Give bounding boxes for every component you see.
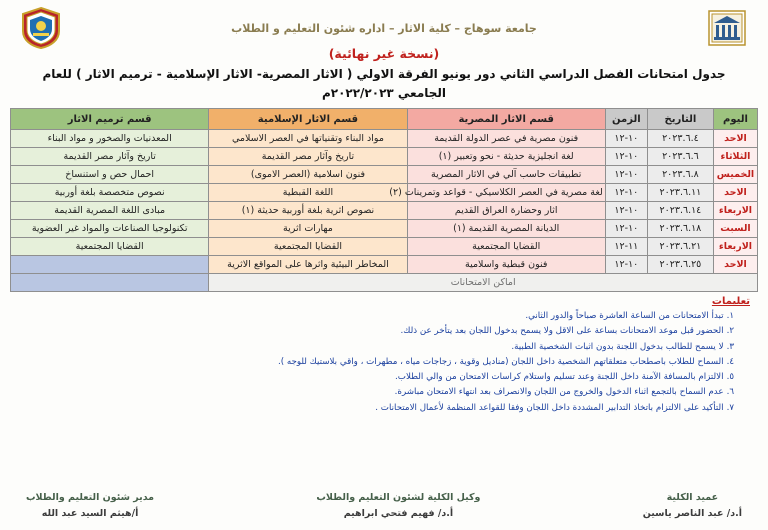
cell-date: ٢٠٢٣.٦.٤ bbox=[647, 130, 713, 148]
cell-day: الاربعاء bbox=[713, 202, 757, 220]
instruction-text: تبدأ الامتحانات من الساعة العاشرة صباحاً والدور الثاني. bbox=[525, 311, 724, 322]
signature-title: وكيل الكلية لشئون التعليم والطلاب bbox=[316, 491, 481, 503]
draft-notice: (نسخة غير نهائية) bbox=[328, 46, 440, 61]
cell-restoration: احمال حص و استنساخ bbox=[11, 166, 209, 184]
instruction-item: ٧.التأكيد على الالتزام باتخاذ التدابير المشددة داخل اللجان وفقا للقواعد المنظمة لأعمال الامتحانات . bbox=[375, 402, 734, 413]
column-header-islamic: قسم الاثار الإسلامية bbox=[209, 109, 407, 130]
cell-date: ٢٠٢٣.٦.١١ bbox=[647, 184, 713, 202]
column-header-day: اليوم bbox=[713, 109, 757, 130]
cell-egyptian: لغة مصرية في العصر الكلاسيكي - قواعد وتمرينات (٢) bbox=[407, 184, 605, 202]
table-row bbox=[11, 238, 758, 256]
cell-islamic: تاريخ وآثار مصر القديمة bbox=[209, 148, 407, 166]
cell-day: الاربعاء bbox=[713, 238, 757, 256]
column-header-restoration: قسم ترميم الاثار bbox=[11, 109, 209, 130]
instruction-text: لا يسمح للطالب بدخول اللجنة بدون اثبات الشخصية الطبية. bbox=[511, 341, 724, 352]
cell-islamic: فنون اسلامية (العصر الاموى) bbox=[209, 166, 407, 184]
column-header-time: الزمن bbox=[605, 109, 647, 130]
cell-islamic: المخاطر البيئية واثرها على المواقع الاثرية bbox=[209, 256, 407, 274]
table-row bbox=[11, 220, 758, 238]
cell-egyptian: تطبيقات حاسب آلي في الاثار المصرية bbox=[407, 166, 605, 184]
signature-block-dean bbox=[643, 490, 742, 522]
cell-egyptian: الديانة المصرية القديمة (١) bbox=[407, 220, 605, 238]
cell-restoration: تكنولوجيا الصناعات والمواد غير العضوية bbox=[11, 220, 209, 238]
signature-block-vice-dean bbox=[316, 490, 480, 522]
cell-restoration: نصوص متخصصة بلغة أوربية bbox=[11, 184, 209, 202]
cell-islamic: مهارات اثرية bbox=[209, 220, 407, 238]
instruction-item: ١.تبدأ الامتحانات من الساعة العاشرة صباحاً والدور الثاني. bbox=[525, 311, 734, 322]
signatures-section bbox=[0, 490, 768, 522]
table-row bbox=[11, 130, 758, 148]
column-header-egyptian: قسم الاثار المصرية bbox=[407, 109, 605, 130]
cell-day: الاحد bbox=[713, 130, 757, 148]
cell-egyptian: فنون مصرية في عصر الدولة القديمة bbox=[407, 130, 605, 148]
instruction-item: ٦.عدم السماح بالتجمع اثناء الدخول والخروج من اللجان والانصراف بعد انتهاء الامتحان مباشرة. bbox=[394, 387, 734, 398]
instruction-item: ٣.لا يسمح للطالب بدخول اللجنة بدون اثبات الشخصية الطبية. bbox=[511, 341, 734, 352]
table-row bbox=[11, 202, 758, 220]
table-row bbox=[11, 148, 758, 166]
cell-egyptian: لغة انجليزية حديثة - نحو وتعبير (١) bbox=[407, 148, 605, 166]
cell-egyptian: اثار وحضارة العراق القديم bbox=[407, 202, 605, 220]
cell-date: ٢٠٢٣.٦.٦ bbox=[647, 148, 713, 166]
table-row bbox=[11, 166, 758, 184]
table-row bbox=[11, 256, 758, 274]
instructions-section bbox=[18, 296, 750, 416]
cell-islamic: نصوص اثرية بلغة أوربية حديثة (١) bbox=[209, 202, 407, 220]
cell-islamic: اللغة القبطية bbox=[209, 184, 407, 202]
instruction-item: ٤.السماح للطلاب باصطحاب متعلقاتهم الشخصية داخل اللجان (مناديل وقوية ، زجاجات مياه ، مطهرات ، واقي بلاستيك للوجه ). bbox=[277, 356, 734, 367]
cell-day: السبت bbox=[713, 220, 757, 238]
instruction-text: الحضور قبل موعد الامتحانات بساعة على الاقل ولا يسمح بدخول اللجان بعد يتأخر عن ذلك. bbox=[400, 326, 724, 337]
signature-block-director bbox=[26, 490, 154, 522]
cell-date: ٢٠٢٣.٦.٨ bbox=[647, 166, 713, 184]
cell-islamic: القضايا المجتمعية bbox=[209, 238, 407, 256]
faculty-crest-icon bbox=[14, 7, 68, 49]
column-header-date: التاريخ bbox=[647, 109, 713, 130]
instruction-text: عدم السماح بالتجمع اثناء الدخول والخروج من اللجان والانصراف بعد انتهاء الامتحان مباشرة. bbox=[394, 387, 724, 398]
cell-time: ١٠-١٢ bbox=[605, 202, 647, 220]
cell-egyptian: القضايا المجتمعية bbox=[407, 238, 605, 256]
cell-date: ٢٠٢٣.٦.٢١ bbox=[647, 238, 713, 256]
instruction-item: ٢.الحضور قبل موعد الامتحانات بساعة على الاقل ولا يسمح بدخول اللجان بعد يتأخر عن ذلك. bbox=[400, 326, 734, 337]
instruction-text: التأكيد على الالتزام باتخاذ التدابير المشددة داخل اللجان وفقا للقواعد المنظمة لأعمال الامتحانات . bbox=[375, 402, 724, 413]
cell-day: الخميس bbox=[713, 166, 757, 184]
signature-name: أ/هيثم السيد عبد الله bbox=[41, 507, 139, 519]
document-subtitle bbox=[10, 65, 758, 102]
cell-day: الاحد bbox=[713, 184, 757, 202]
cell-islamic: مواد البناء وتقنياتها في العصر الاسلامي bbox=[209, 130, 407, 148]
university-crest-icon bbox=[700, 7, 754, 49]
exam-places-empty bbox=[11, 274, 209, 292]
cell-time: ١١-١٢ bbox=[605, 238, 647, 256]
cell-restoration: المعدنيات والصخور و مواد البناء bbox=[11, 130, 209, 148]
cell-restoration-empty bbox=[11, 256, 209, 274]
exam-schedule-table bbox=[10, 108, 758, 292]
cell-time: ١٠-١٢ bbox=[605, 184, 647, 202]
subtitle-line-2: الجامعي ٢٠٢٢/٢٠٢٣م bbox=[321, 85, 447, 100]
signature-title: مدير شئون التعليم والطلاب bbox=[26, 491, 155, 503]
table-row bbox=[11, 184, 758, 202]
cell-day: الثلاثاء bbox=[713, 148, 757, 166]
subtitle-line-1: جدول امتحانات الفصل الدراسي الثاني دور يونيو الفرقة الاولي ( الاثار المصرية- الاثار الإسلامية - ترميم الاثار ) للعام bbox=[42, 67, 726, 81]
cell-restoration: تاريخ وآثار مصر القديمة bbox=[11, 148, 209, 166]
cell-egyptian: فنون قبطية واسلامية bbox=[407, 256, 605, 274]
table-header-row bbox=[11, 109, 758, 130]
signature-name: أ.د/ عبد الناصر ياسين bbox=[642, 507, 742, 519]
instruction-text: الالتزام بالمسافة الآمنة داخل اللجنة وعند تسليم واستلام كراسات الامتحان من والي الطلاب. bbox=[395, 372, 724, 383]
cell-time: ١٠-١٢ bbox=[605, 166, 647, 184]
cell-time: ١٠-١٢ bbox=[605, 148, 647, 166]
instructions-title: تعليمات bbox=[711, 296, 750, 308]
cell-time: ١٠-١٢ bbox=[605, 130, 647, 148]
instruction-item: ٥.الالتزام بالمسافة الآمنة داخل اللجنة وعند تسليم واستلام كراسات الامتحان من والي الطلاب. bbox=[395, 372, 734, 383]
instruction-text: السماح للطلاب باصطحاب متعلقاتهم الشخصية داخل اللجان (مناديل وقوية ، زجاجات مياه ، مطهرات ، واقي بلاستيك للوجه ). bbox=[277, 356, 724, 367]
cell-date: ٢٠٢٣.٦.١٤ bbox=[647, 202, 713, 220]
cell-day: الاحد bbox=[713, 256, 757, 274]
cell-time: ١٠-١٢ bbox=[605, 220, 647, 238]
cell-date: ٢٠٢٣.٦.٢٥ bbox=[647, 256, 713, 274]
cell-date: ٢٠٢٣.٦.١٨ bbox=[647, 220, 713, 238]
exam-places-label: اماكن الامتحانات bbox=[209, 274, 758, 292]
cell-time: ١٠-١٢ bbox=[605, 256, 647, 274]
document-header bbox=[10, 6, 758, 50]
cell-restoration: مبادى اللغة المصرية القديمة bbox=[11, 202, 209, 220]
signature-title: عميد الكلية bbox=[666, 491, 719, 503]
signature-name: أ.د/ فهيم فتحي ابراهيم bbox=[343, 507, 454, 519]
exam-places-row bbox=[11, 274, 758, 292]
cell-restoration: القضايا المجتمعية bbox=[11, 238, 209, 256]
instructions-list bbox=[18, 309, 750, 416]
university-title: جامعة سوهاج – كلية الاثار – اداره شئون التعليم و الطلاب bbox=[231, 21, 537, 35]
